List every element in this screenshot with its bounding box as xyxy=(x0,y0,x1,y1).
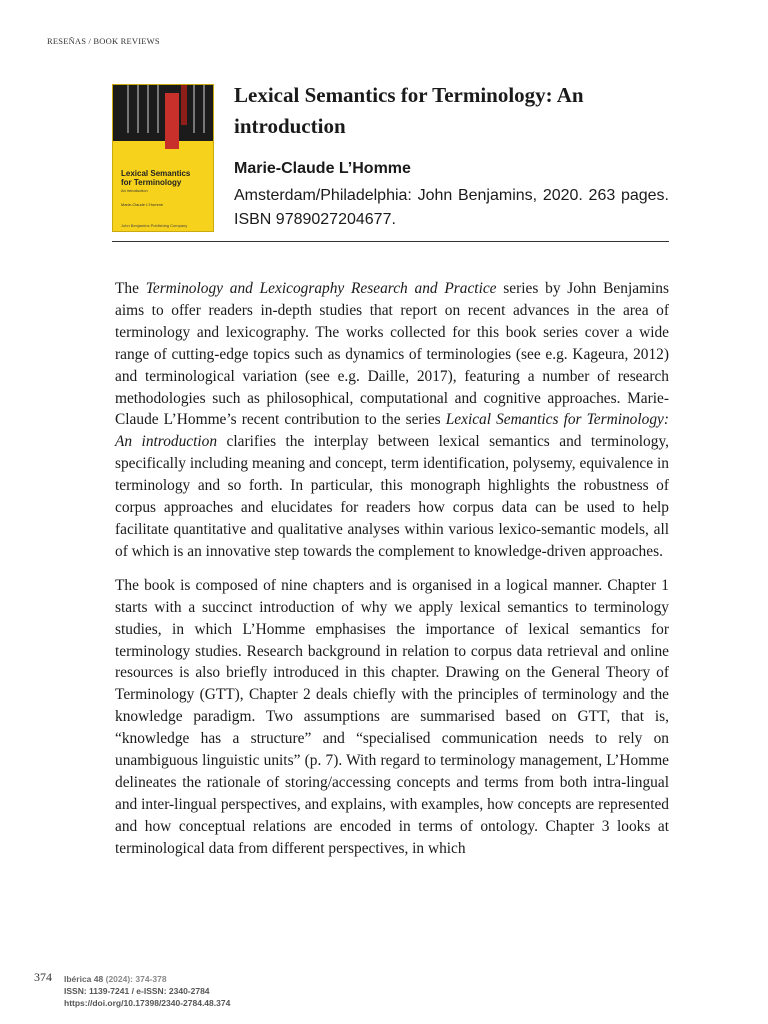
journal-issn: ISSN: 1139-7241 / e-ISSN: 2340-2784 xyxy=(64,986,210,996)
page-footer xyxy=(64,973,230,1009)
header-divider xyxy=(112,241,669,242)
cover-title: Lexical Semantics for Terminology xyxy=(121,169,191,187)
cover-publisher: John Benjamins Publishing Company xyxy=(121,223,188,228)
paragraph-1: The Terminology and Lexicography Research and Practice series by John Benjamins aims to offer readers in-depth studies that report on recent advances in the area of terminology and lexicography. The works collected for this book series cover a wide range of cutting-edge topics such as dynamics of terminologies (see e.g. Kageura, 2012) and terminological variation (see e.g. Daille, 2017), featuring a number of research methodologies such as philosophical, computational and cognitive approaches. Marie-Claude L’Homme’s recent contribution to the series Lexical Semantics for Terminology: An introduction clarifies the interplay between lexical semantics and terminology, specifically including meaning and concept, term identification, polysemy, equivalence in terminology and so forth. In particular, this monograph highlights the robustness of corpus approaches and elucidates for readers how corpus data can be used to help facilitate quantitative and qualitative analyses within various lexico-semantic models, all of which is an innovative step towards the complement to knowledge-driven approaches. xyxy=(115,280,669,560)
running-head: RESEÑAS / BOOK REVIEWS xyxy=(47,36,160,46)
cover-subtitle: An introduction xyxy=(121,188,148,193)
cover-red-bar xyxy=(165,93,179,149)
book-author: Marie-Claude L’Homme xyxy=(234,160,411,177)
journal-name: Ibérica 48 xyxy=(64,974,104,984)
book-cover-image xyxy=(112,84,214,232)
review-body xyxy=(115,278,669,872)
paragraph-2: The book is composed of nine chapters and is organised in a logical manner. Chapter 1 starts with a succinct introduction of why we apply lexical semantics to terminology studies, in which L’Homme emphasises the importance of lexical semantics for terminology studies. Research background in relation to corpus data retrieval and online resources is also briefly introduced in this chapter. Drawing on the General Theory of Terminology (GTT), Chapter 2 deals chiefly with the principles of terminology and the knowledge paradigm. Two assumptions are summarised based on GTT, that is, “knowledge has a structure” and “specialised communication needs to rely on unambiguous linguistic units” (p. 7). With regard to terminology management, L’Homme delineates the rationale of storing/accessing concepts and terms from both intra-lingual and inter-lingual perspectives, and explains, with examples, how concepts are represented and how conceptual relations are encoded in terms of ontology. Chapter 3 looks at terminological data from different perspectives, in which xyxy=(115,576,669,857)
page-number: 374 xyxy=(34,970,52,984)
cover-author: Marie-Claude L'Homme xyxy=(121,202,164,207)
book-title: Lexical Semantics for Terminology: An introduction xyxy=(234,83,584,138)
journal-year-pages: (2024): 374-378 xyxy=(105,974,167,984)
book-publication-info: Amsterdam/Philadelphia: John Benjamins, 2020. 263 pages. ISBN 9789027204677. xyxy=(234,187,669,228)
doi-link[interactable]: https://doi.org/10.17398/2340-2784.48.374 xyxy=(64,998,231,1008)
